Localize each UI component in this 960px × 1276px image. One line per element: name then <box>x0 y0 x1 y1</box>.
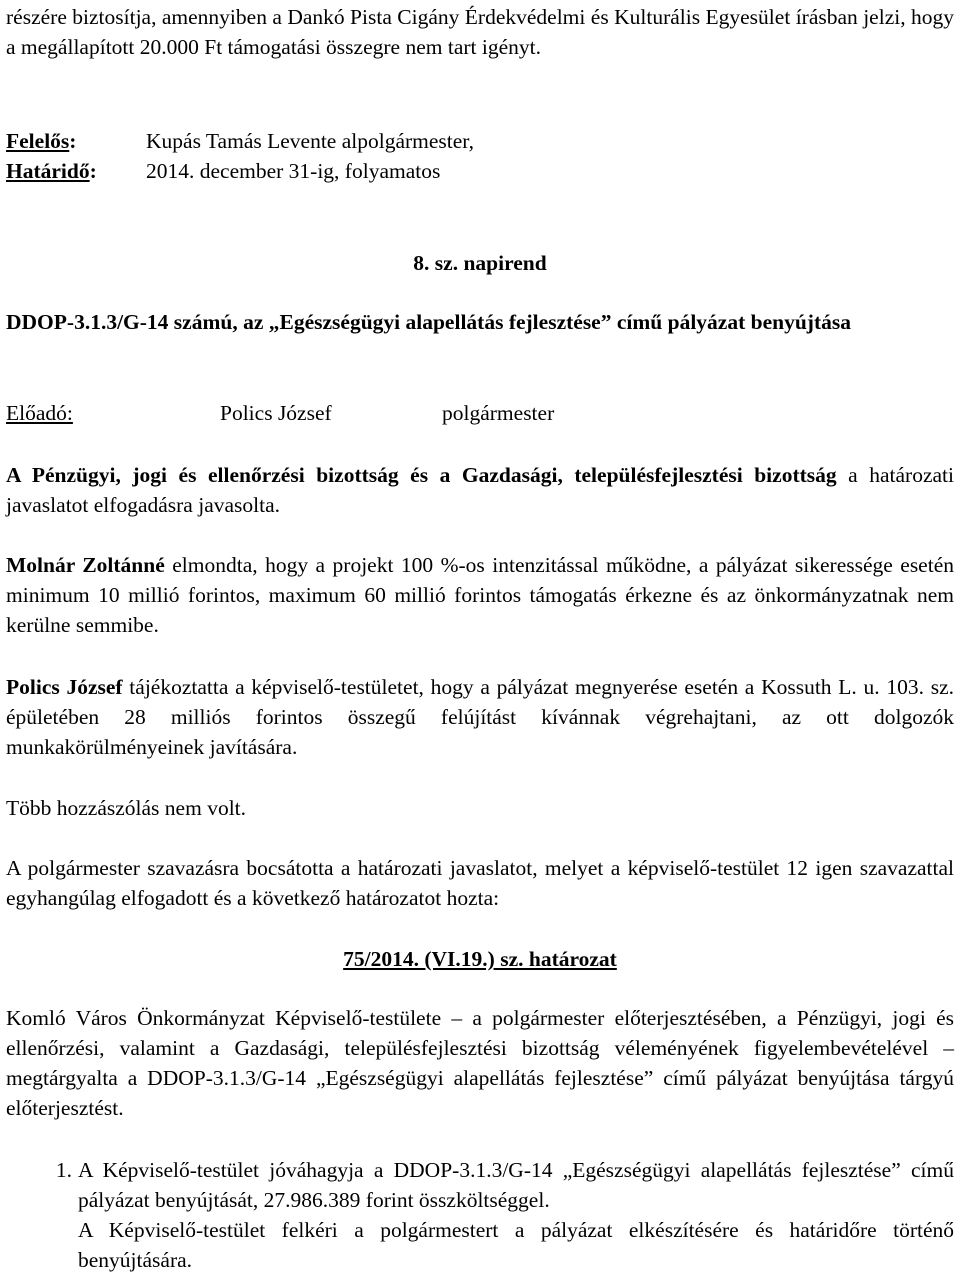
speech-polics: Polics József tájékoztatta a képviselő-testületet, hogy a pályázat megnyerése esetén a Kossuth L. u. 103. sz. épületében 28 milliós forintos összegű felújítást kívánnak végrehajtani, az ott dolgozók munkakörülményeinek javítására. <box>6 675 954 759</box>
responsible-value: Kupás Tamás Levente alpolgármester, <box>146 129 474 153</box>
intro-paragraph: részére biztosítja, amennyiben a Dankó Pista Cigány Érdekvédelmi és Kulturális Egyesület írásban jelzi, hogy a megállapított 20.000 Ft támogatási összegre nem tart igényt. <box>6 5 954 59</box>
resolution-heading: 75/2014. (VI.19.) sz. határozat <box>343 947 617 971</box>
presenter-label: Előadó: <box>6 401 73 425</box>
speaker-name: Polics József <box>6 675 123 699</box>
presenter-role: polgármester <box>442 401 555 425</box>
agenda-title: DDOP-3.1.3/G-14 számú, az „Egészségügyi alapellátás fejlesztése” című pályázat benyújtása <box>6 310 851 334</box>
list-item-text: A Képviselő-testület jóváhagyja a DDOP-3.1.3/G-14 „Egészségügyi alapellátás fejlesztése” című pályázat benyújtását, 27.986.389 forint összköltséggel. <box>78 1158 954 1212</box>
resolution-preamble: Komló Város Önkormányzat Képviselő-testülete – a polgármester előterjesztésében, a Pénzügyi, jogi és ellenőrzési, valamint a Gazdasági, településfejlesztési bizottság véleményének figyelembevételével – megtárgyalta a DDOP-3.1.3/G-14 „Egészségügyi alapellátás fejlesztése” című pályázat benyújtása tárgyú előterjesztést. <box>6 1006 954 1120</box>
list-number: 1. <box>55 1158 72 1182</box>
speaker-name: Molnár Zoltánné <box>6 553 165 577</box>
resolution-item-1 <box>6 1155 954 1275</box>
committee-paragraph: A Pénzügyi, jogi és ellenőrzési bizottság és a Gazdasági, településfejlesztési bizottság a határozati javaslatot elfogadásra javasolta. <box>6 463 954 517</box>
responsible-row <box>6 126 954 156</box>
presenter-name: Polics József <box>220 401 332 425</box>
speech-molnar: Molnár Zoltánné elmondta, hogy a projekt 100 %-os intenzitással működne, a pályázat sikeressége esetén minimum 10 millió forintos, maximum 60 millió forintos támogatás érkezne és az önkormányzatnak nem kerülne semmibe. <box>6 553 954 637</box>
no-more-comments: Több hozzászólás nem volt. <box>6 796 247 820</box>
list-item-text-2: A Képviselő-testület felkéri a polgármestert a pályázat elkészítésére és határidőre történő benyújtására. <box>78 1218 954 1272</box>
agenda-heading: 8. sz. napirend <box>413 251 547 275</box>
deadline-label: Határidő: <box>6 159 97 183</box>
responsible-label: Felelős: <box>6 129 77 153</box>
vote-paragraph: A polgármester szavazásra bocsátotta a határozati javaslatot, melyet a képviselő-testület 12 igen szavazattal egyhangúlag elfogadott és a következő határozatot hozta: <box>6 856 954 910</box>
presenter-row <box>6 398 954 428</box>
deadline-value: 2014. december 31-ig, folyamatos <box>146 159 441 183</box>
deadline-row <box>6 156 954 186</box>
